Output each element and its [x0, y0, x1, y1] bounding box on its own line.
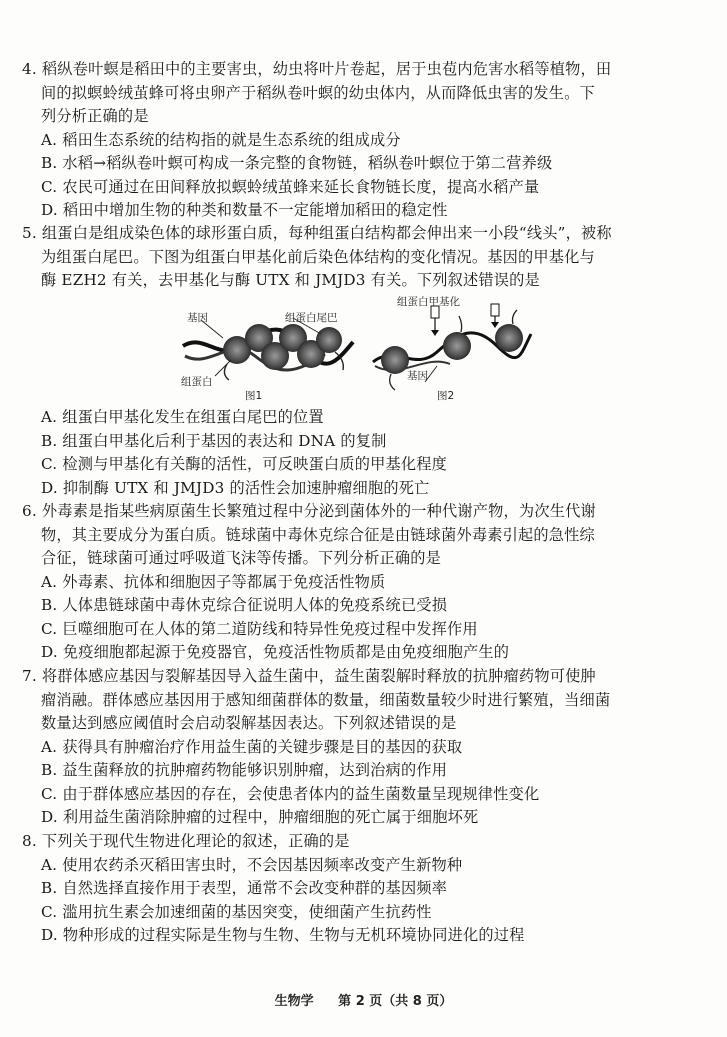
question-stem-line: 4. 稻纵卷叶螟是稻田中的主要害虫，幼虫将叶片卷起，居于虫苞内危害水稻等植物，田 [22, 60, 612, 78]
option-a: A. 组蛋白甲基化发生在组蛋白尾巴的位置 [41, 408, 324, 426]
question-stem-line: 间的拟螟蛉绒茧蜂可将虫卵产于稻纵卷叶螟的幼虫体内，从而降低虫害的发生。下 [41, 83, 595, 102]
question-stem-line: 物，其主要成分为蛋白质。链球菌中毒休克综合征是由链球菌外毒素引起的急性综 [41, 525, 595, 544]
option-a: A. 使用农药杀灭稻田害虫时，不会因基因频率改变产生新物种 [41, 855, 463, 874]
option-d: D. 物种形成的过程实际是生物与生物、生物与无机环境协同进化的过程 [41, 926, 525, 944]
option-c: C. 农民可通过在田间释放拟螟蛉绒茧蜂来延长食物链长度，提高水稻产量 [41, 177, 540, 196]
question-stem-line: 合征，链球菌可通过呼吸道飞沫等传播。下列分析正确的是 [41, 549, 442, 567]
page-footer [0, 990, 727, 1009]
figure-1-graphic [183, 318, 353, 380]
question-5 [22, 222, 702, 293]
question-stem-line: 为组蛋白尾巴。下图为组蛋白甲基化前后染色体结构的变化情况。基因的甲基化与 [41, 247, 595, 266]
question-stem-line: 6. 外毒素是指某些病原菌生长繁殖过程中分泌到菌体外的一种代谢产物，为次生代谢 [22, 502, 596, 520]
question-7 [22, 665, 702, 830]
option-b: B. 组蛋白甲基化后利于基因的表达和 DNA 的复制 [41, 431, 387, 450]
option-c: C. 巨噬细胞可在人体的第二道防线和特异性免疫过程中发挥作用 [41, 619, 478, 638]
option-a: A. 获得具有肿瘤治疗作用益生菌的关键步骤是目的基因的获取 [41, 737, 463, 756]
nucleosome [495, 324, 523, 352]
question-stem-line: 8. 下列关于现代生物进化理论的叙述，正确的是 [22, 832, 350, 850]
option-b: B. 益生菌释放的抗肿瘤药物能够识别肿瘤，达到治病的作用 [41, 761, 448, 779]
question-stem-line: 5. 组蛋白是组成染色体的球形蛋白质，每种组蛋白结构都会伸出来一小段“线头”，被称 [22, 224, 612, 242]
chromatin-diagram [175, 294, 535, 406]
question-4 [22, 58, 702, 223]
option-a: A. 稻田生态系统的结构指的就是生态系统的组成成分 [41, 130, 401, 149]
nucleosome [381, 346, 409, 374]
fig1-tail-label: 组蛋白尾巴 [285, 312, 338, 324]
option-b: B. 水稻→稻纵卷叶螟可构成一条完整的食物链，稻纵卷叶螟位于第二营养级 [41, 154, 553, 172]
footer-subject: 生物学 [274, 994, 314, 1009]
option-d: D. 免疫细胞都起源于免疫器官，免疫活性物质都是由免疫细胞产生的 [41, 643, 510, 661]
fig2-gene-label: 基因 [407, 370, 428, 382]
question-8 [22, 830, 702, 948]
question-stem-line: 酶 EZH2 有关，去甲基化与酶 UTX 和 JMJD3 有关。下列叙述错误的是 [41, 271, 540, 289]
fig1-gene-label: 基因 [187, 312, 208, 324]
option-a: A. 外毒素、抗体和细胞因子等都属于免疫活性物质 [41, 572, 386, 591]
option-d: D. 利用益生菌消除肿瘤的过程中，肿瘤细胞的死亡属于细胞坏死 [41, 808, 479, 826]
question-stem-line: 瘤消融。群体感应基因用于感知细菌群体的数量，细菌数量较少时进行繁殖，当细菌 [41, 690, 611, 709]
figure-2-graphic [373, 304, 531, 390]
option-b: B. 人体患链球菌中毒休克综合征说明人体的免疫系统已受损 [41, 596, 448, 614]
fig2-methylation-label: 组蛋白甲基化 [397, 296, 460, 308]
option-c: C. 由于群体感应基因的存在，会使患者体内的益生菌数量呈现规律性变化 [41, 784, 540, 803]
question-6 [22, 500, 702, 665]
footer-page-number: 第 2 页（共 8 页） [338, 994, 453, 1009]
option-d: D. 稻田中增加生物的种类和数量不一定能增加稻田的稳定性 [41, 201, 448, 219]
chromatin-figure [175, 294, 535, 406]
option-c: C. 滥用抗生素会加速细菌的基因突变，使细菌产生抗药性 [41, 902, 432, 921]
option-b: B. 自然选择直接作用于表型，通常不会改变种群的基因频率 [41, 879, 448, 897]
fig1-histone-label: 组蛋白 [181, 376, 213, 388]
question-stem-line: 7. 将群体感应基因与裂解基因导入益生菌中，益生菌裂解时释放的抗肿瘤药物可使肿 [22, 667, 596, 685]
question-stem-line: 数量达到感应阈值时会启动裂解基因表达。下列叙述错误的是 [41, 714, 457, 732]
question-5-options [22, 406, 702, 500]
fig1-caption: 图1 [245, 390, 263, 402]
option-d: D. 抑制酶 UTX 和 JMJD3 的活性会加速肿瘤细胞的死亡 [41, 478, 430, 497]
option-c: C. 检测与甲基化有关酶的活性，可反映蛋白质的甲基化程度 [41, 455, 448, 473]
nucleosome [443, 332, 471, 360]
fig2-caption: 图2 [437, 390, 455, 402]
nucleosome [316, 327, 342, 353]
question-stem-line: 列分析正确的是 [41, 107, 149, 125]
